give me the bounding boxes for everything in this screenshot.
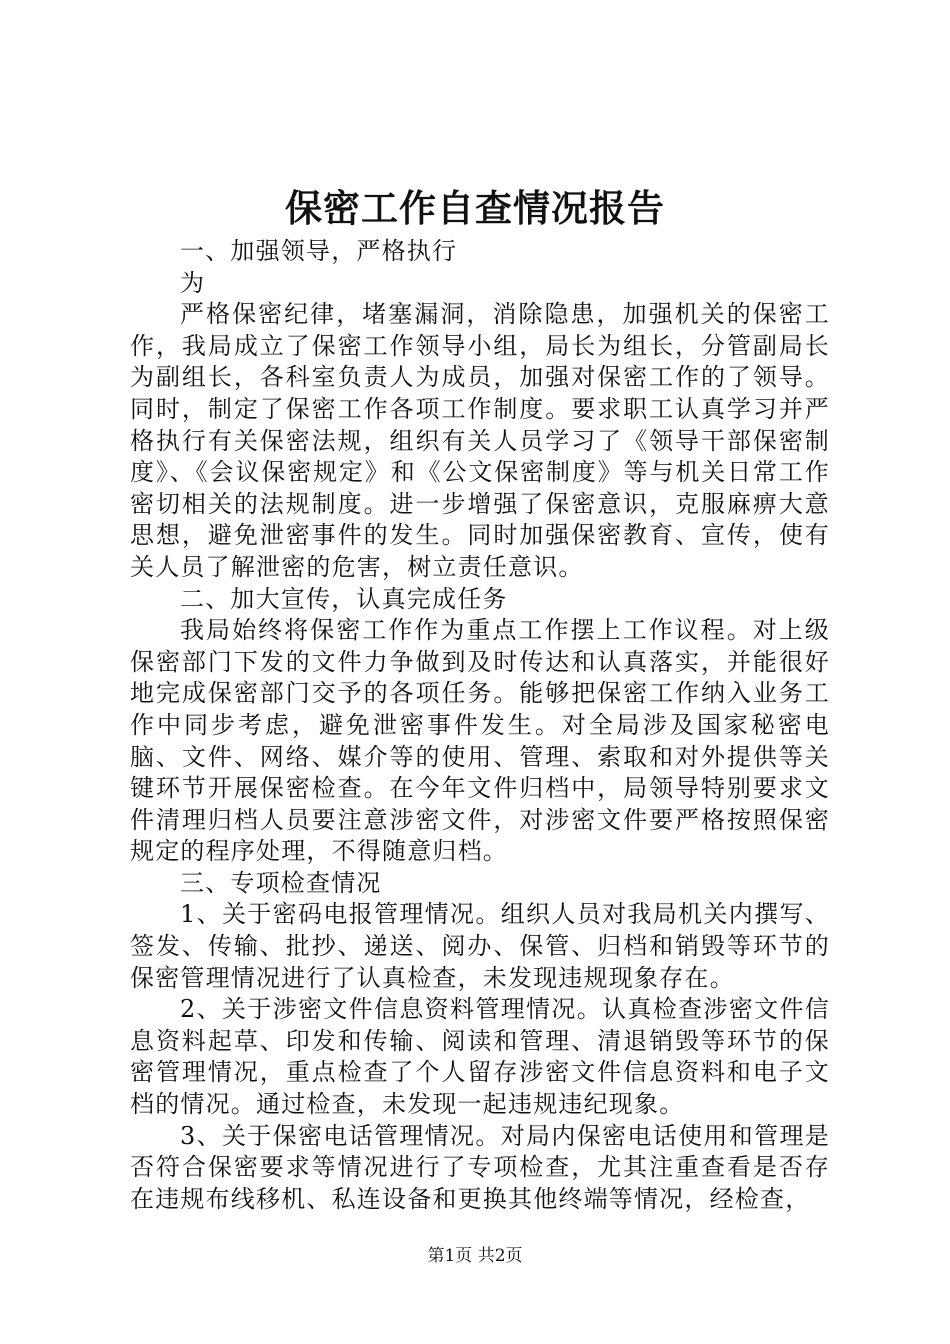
section-heading-1: 一、加强领导，严格执行 [180,237,458,265]
document-body [130,236,830,1215]
paragraph-3-3: 3、关于保密电话管理情况。对局内保密电话使用和管理是否符合保密要求等情况进行了专项检查，尤其注重查看是否存在违规布线移机、私连设备和更换其他终端等情况，经检查， [130,1121,830,1213]
paragraph-3-1: 1、关于密码电报管理情况。组织人员对我局机关内撰写、签发、传输、批抄、递送、阅办、保管、归档和销毁等环节的保密管理情况进行了认真检查，未发现违规现象存在。 [130,900,830,992]
paragraph-1: 严格保密纪律，堵塞漏洞，消除隐患，加强机关的保密工作，我局成立了保密工作领导小组，局长为组长，分管副局长为副组长，各科室负责人为成员，加强对保密工作的了领导。同时，制定了保密工作各项工作制度。要求职工认真学习并严格执行有关保密法规，组织有关人员学习了《领导干部保密制度》、《会议保密规定》和《公文保密制度》等与机关日常工作密切相关的法规制度。进一步增强了保密意识，克服麻痹大意思想，避免泄密事件的发生。同时加强保密教育、宣传，使有关人员了解泄密的危害，树立责任意识。 [130,300,830,581]
document-title: 保密工作自查情况报告 [285,186,665,230]
page-number-footer: 第1页 共2页 [427,1246,523,1266]
section-heading-3: 三、专项检查情况 [180,868,382,897]
paragraph-2: 我局始终将保密工作作为重点工作摆上工作议程。对上级保密部门下发的文件力争做到及时传达和认真落实，并能很好地完成保密部门交予的各项任务。能够把保密工作纳入业务工作中同步考虑，避免泄密事件发生。对全局涉及国家秘密电脑、文件、网络、媒介等的使用、管理、索取和对外提供等关键环节开展保密检查。在今年文件归档中，局领导特别要求文件清理归档人员要注意涉密文件，对涉密文件要严格按照保密规定的程序处理，不得随意归档。 [130,616,830,866]
paragraph-3-2: 2、关于涉密文件信息资料管理情况。认真检查涉密文件信息资料起草、印发和传输、阅读和管理、清退销毁等环节的保密管理情况，重点检查了个人留存涉密文件信息资料和电子文档的情况。通过检查，未发现一起违规违纪现象。 [130,995,830,1119]
section-heading-2: 二、加大宣传，认真完成任务 [180,584,508,613]
paragraph-fragment: 为 [180,268,206,297]
